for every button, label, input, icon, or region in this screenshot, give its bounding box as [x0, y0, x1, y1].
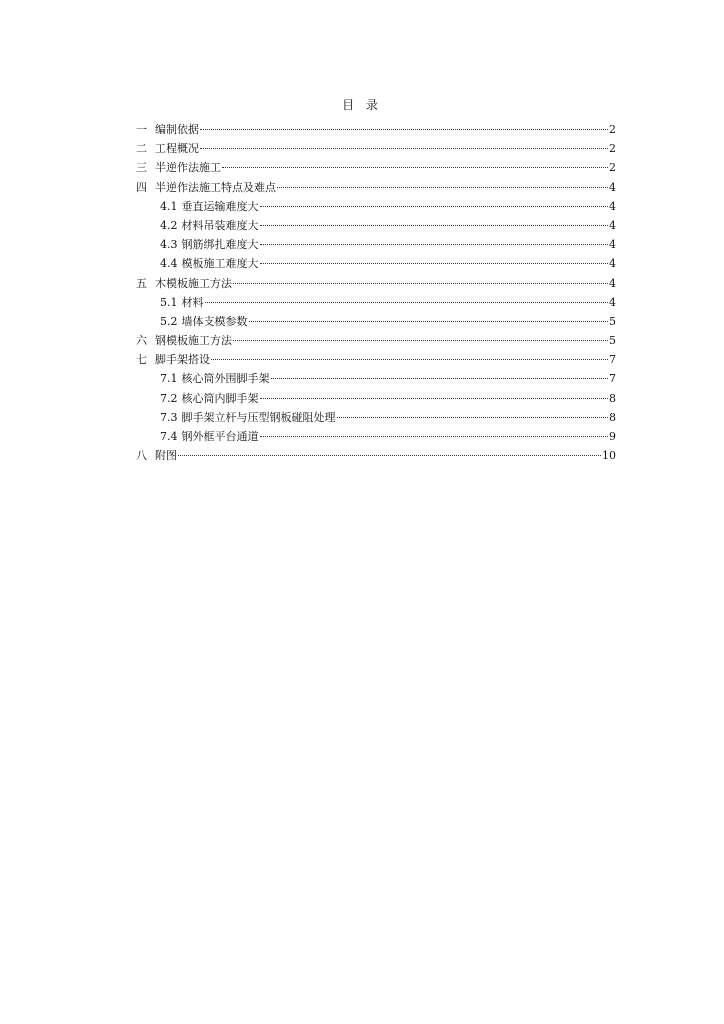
toc-entry-number: 7.2: [160, 391, 178, 405]
toc-subentry[interactable]: [136, 254, 616, 273]
toc-entry-page: 10: [602, 449, 616, 463]
toc-entry-page: 4: [609, 238, 616, 252]
toc-entry-page: 5: [609, 334, 616, 348]
toc-entry-page: 5: [609, 314, 616, 328]
toc-entry-page: 9: [609, 430, 616, 443]
toc-subentry[interactable]: [136, 235, 616, 254]
toc-entry-text: 钢模板施工方法: [155, 334, 232, 348]
toc-entry-number: 七: [136, 353, 147, 367]
toc-entry[interactable]: [136, 446, 616, 465]
toc-entry[interactable]: [136, 158, 616, 177]
toc-subentry[interactable]: [136, 216, 616, 235]
toc-entry-number: 4.4: [160, 257, 178, 271]
toc-entry-number: 7.4: [160, 430, 178, 443]
toc-dot-leader: [200, 148, 608, 149]
toc-entry-number: 二: [136, 142, 147, 156]
toc-entry[interactable]: [136, 331, 616, 350]
toc-subentry[interactable]: [136, 197, 616, 216]
toc-entry-text: 核心筒内脚手架: [181, 391, 259, 405]
toc-subentry[interactable]: [136, 389, 616, 408]
toc-subentry[interactable]: [136, 293, 616, 312]
toc-entry-number: 一: [136, 123, 147, 136]
toc-dot-leader: [260, 263, 609, 264]
toc-dot-leader: [337, 417, 609, 418]
toc-entry[interactable]: [136, 139, 616, 158]
toc-entry-page: 8: [609, 391, 616, 405]
toc-entry[interactable]: [136, 178, 616, 197]
toc-entry-number: 4.3: [160, 238, 178, 252]
toc-entry-number: 7.3: [160, 410, 178, 424]
toc-entry-page: 7: [609, 353, 616, 367]
toc-dot-leader: [205, 302, 609, 303]
toc-entry-number: 六: [136, 334, 147, 348]
toc-entry[interactable]: [136, 274, 616, 293]
toc-entry-text: 材料: [181, 295, 204, 309]
toc-entry-text: 编制依据: [155, 123, 199, 136]
toc-entry-text: 墙体支模参数: [181, 314, 248, 328]
toc-entry-text: 工程概况: [155, 142, 199, 156]
toc-entry-number: 4.1: [160, 199, 178, 213]
toc-subentry[interactable]: [136, 427, 616, 446]
toc-entry-text: 模板施工难度大: [181, 257, 259, 271]
toc-dot-leader: [233, 283, 608, 284]
toc-dot-leader: [222, 167, 608, 168]
toc-entry-number: 八: [136, 449, 147, 463]
toc-entry-page: 4: [609, 180, 616, 194]
toc-entry-page: 4: [609, 199, 616, 213]
toc-dot-leader: [260, 398, 609, 399]
toc-entry[interactable]: [136, 120, 616, 139]
toc-entry-page: 4: [609, 276, 616, 290]
toc-entry-page: 4: [609, 218, 616, 232]
toc-entry-text: 脚手架搭设: [155, 353, 210, 367]
toc-dot-leader: [211, 359, 608, 360]
toc-entry-number: 7.1: [160, 372, 178, 386]
toc-entry-page: 7: [609, 372, 616, 386]
toc-entry-page: 2: [609, 161, 616, 175]
toc-dot-leader: [260, 225, 609, 226]
toc-dot-leader: [260, 206, 609, 207]
toc-entry-text: 木模板施工方法: [155, 276, 232, 290]
table-of-contents: [136, 120, 616, 465]
toc-entry-page: 2: [609, 142, 616, 156]
toc-entry-page: 8: [609, 410, 616, 424]
toc-title: 目 录: [342, 98, 382, 112]
toc-entry-text: 钢筋绑扎难度大: [181, 238, 259, 252]
toc-entry-text: 钢外框平台通道: [181, 430, 259, 443]
toc-dot-leader: [260, 436, 609, 437]
toc-dot-leader: [277, 187, 608, 188]
toc-entry-text: 附图: [155, 449, 177, 463]
toc-subentry[interactable]: [136, 369, 616, 388]
toc-entry-number: 5.1: [160, 295, 178, 309]
toc-entry-number: 5.2: [160, 314, 178, 328]
toc-dot-leader: [200, 129, 608, 130]
toc-dot-leader: [233, 340, 608, 341]
toc-entry-page: 4: [609, 257, 616, 271]
toc-subentry[interactable]: [136, 312, 616, 331]
toc-dot-leader: [249, 321, 609, 322]
toc-dot-leader: [178, 455, 601, 456]
toc-entry-text: 材料吊装难度大: [181, 218, 259, 232]
toc-entry[interactable]: [136, 350, 616, 369]
toc-entry-number: 五: [136, 276, 147, 290]
toc-dot-leader: [260, 244, 609, 245]
toc-entry-text: 核心筒外围脚手架: [181, 372, 270, 386]
toc-entry-page: 2: [609, 123, 616, 136]
toc-entry-text: 半逆作法施工特点及难点: [155, 180, 276, 194]
toc-subentry[interactable]: [136, 408, 616, 427]
toc-entry-number: 四: [136, 180, 147, 194]
toc-entry-page: 4: [609, 295, 616, 309]
toc-dot-leader: [271, 378, 609, 379]
toc-entry-number: 4.2: [160, 218, 178, 232]
toc-entry-text: 半逆作法施工: [155, 161, 221, 175]
toc-entry-text: 脚手架立杆与压型钢板碰阻处理: [181, 410, 336, 424]
toc-entry-number: 三: [136, 161, 147, 175]
toc-entry-text: 垂直运输难度大: [181, 199, 259, 213]
